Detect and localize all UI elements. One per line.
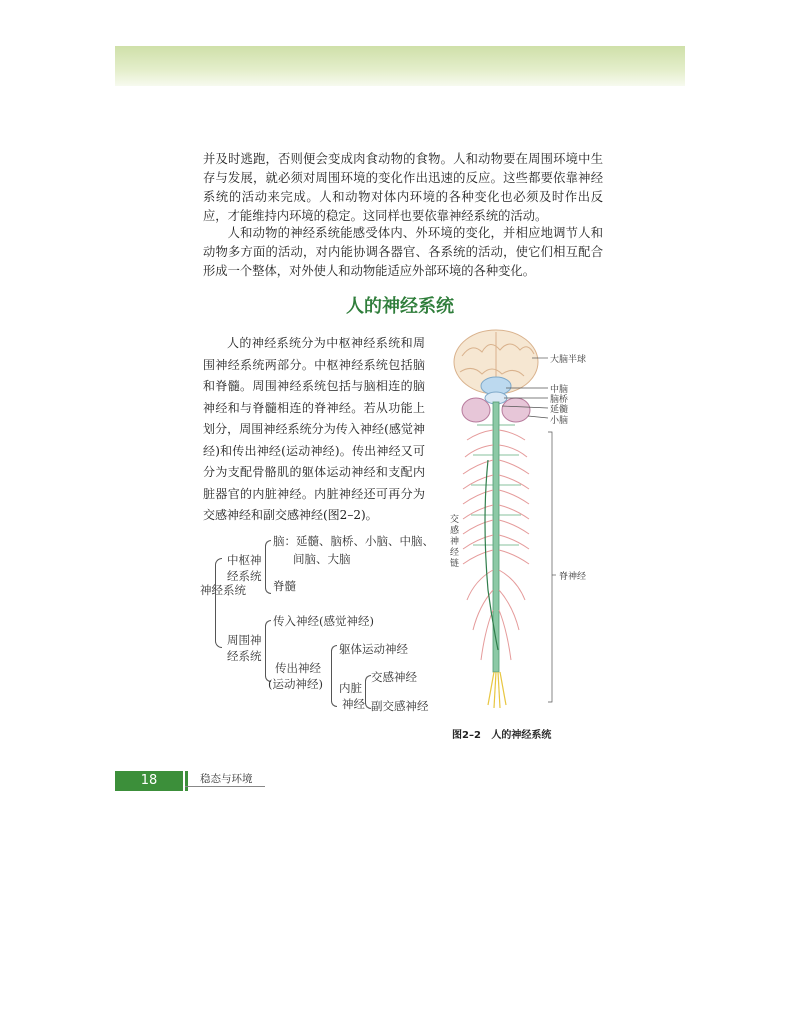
tree-visceral-1: 内脏 bbox=[339, 681, 362, 695]
footer-divider bbox=[185, 771, 188, 791]
bracket bbox=[215, 558, 222, 648]
tree-parasympathetic: 副交感神经 bbox=[371, 699, 429, 713]
label-pons: 脑桥 bbox=[550, 395, 569, 405]
label-cerebellum: 小脑 bbox=[550, 416, 569, 426]
nervous-system-figure bbox=[448, 320, 638, 720]
paragraph-2: 人和动物的神经系统能感受体内、外环境的变化，并相应地调节人和动物多方面的活动，对内能协调各器官、各系统的活动，使它们相互配合形成一个整体，对外使人和动物能适应外部环境的各种变化。 bbox=[203, 226, 603, 278]
nervous-system-illustration bbox=[448, 320, 638, 720]
label-cerebrum: 大脑半球 bbox=[550, 355, 587, 365]
label-sympathetic-chain: 交感神经链 bbox=[450, 515, 460, 569]
caption-text: 人的神经系统 bbox=[491, 730, 552, 741]
label-medulla: 延髓 bbox=[550, 405, 569, 415]
tree-spinal: 脊髓 bbox=[273, 579, 296, 593]
figure-caption bbox=[452, 726, 551, 741]
tree-peripheral-2: 经系统 bbox=[227, 649, 262, 663]
label-midbrain: 中脑 bbox=[550, 385, 569, 395]
bracket bbox=[331, 645, 337, 707]
tree-peripheral-1: 周围神 bbox=[227, 633, 262, 647]
intro-paragraph: 人的神经系统分为中枢神经系统和周围神经系统两部分。中枢神经系统包括脑和脊髓。周围神经系统包括与脑相连的脑神经和与脊髓相连的脊神经。若从功能上划分，周围神经系统分为传入神经(感觉神经)和传出神经(运动神经)。传出神经又可分为支配骨骼肌的躯体运动神经和支配内脏器官的内脏神经。内脏神经还可再分为交感神经和副交感神经(图2–2)。 bbox=[203, 336, 425, 522]
header-band bbox=[115, 46, 685, 86]
bracket bbox=[265, 620, 271, 682]
tree-root: 神经系统 bbox=[200, 583, 246, 597]
bracket bbox=[265, 540, 271, 594]
footer-underline bbox=[185, 786, 265, 787]
tree-central-1: 中枢神 bbox=[227, 553, 262, 567]
tree-visceral-2: 神经 bbox=[342, 697, 365, 711]
paragraph-1: 并及时逃跑，否则便会变成肉食动物的食物。人和动物要在周围环境中生存与发展，就必须对周围环境的变化作出迅速的反应。这些都要依靠神经系统的活动来完成。人和动物对体内环境的各种变化也必须及时作出反应，才能维持内环境的稳定。这同样也要依靠神经系统的活动。 bbox=[203, 152, 603, 223]
tree-somatic: 躯体运动神经 bbox=[339, 642, 408, 656]
caption-number: 图2–2 bbox=[452, 730, 481, 741]
tree-efferent-2: (运动神经) bbox=[268, 677, 323, 691]
tree-brain-2: 间脑、大脑 bbox=[293, 552, 351, 566]
label-spinal-nerves: 脊神经 bbox=[559, 572, 587, 582]
tree-central-2: 经系统 bbox=[227, 569, 262, 583]
classification-tree bbox=[195, 530, 445, 730]
tree-afferent: 传入神经(感觉神经) bbox=[273, 614, 374, 628]
page-number: 18 bbox=[115, 771, 183, 791]
tree-sympathetic: 交感神经 bbox=[371, 670, 417, 684]
section-title: 人的神经系统 bbox=[346, 296, 454, 317]
footer-book-title: 稳态与环境 bbox=[200, 773, 253, 785]
tree-efferent-1: 传出神经 bbox=[275, 661, 321, 675]
tree-brain-1: 脑：延髓、脑桥、小脑、中脑、 bbox=[273, 534, 434, 548]
